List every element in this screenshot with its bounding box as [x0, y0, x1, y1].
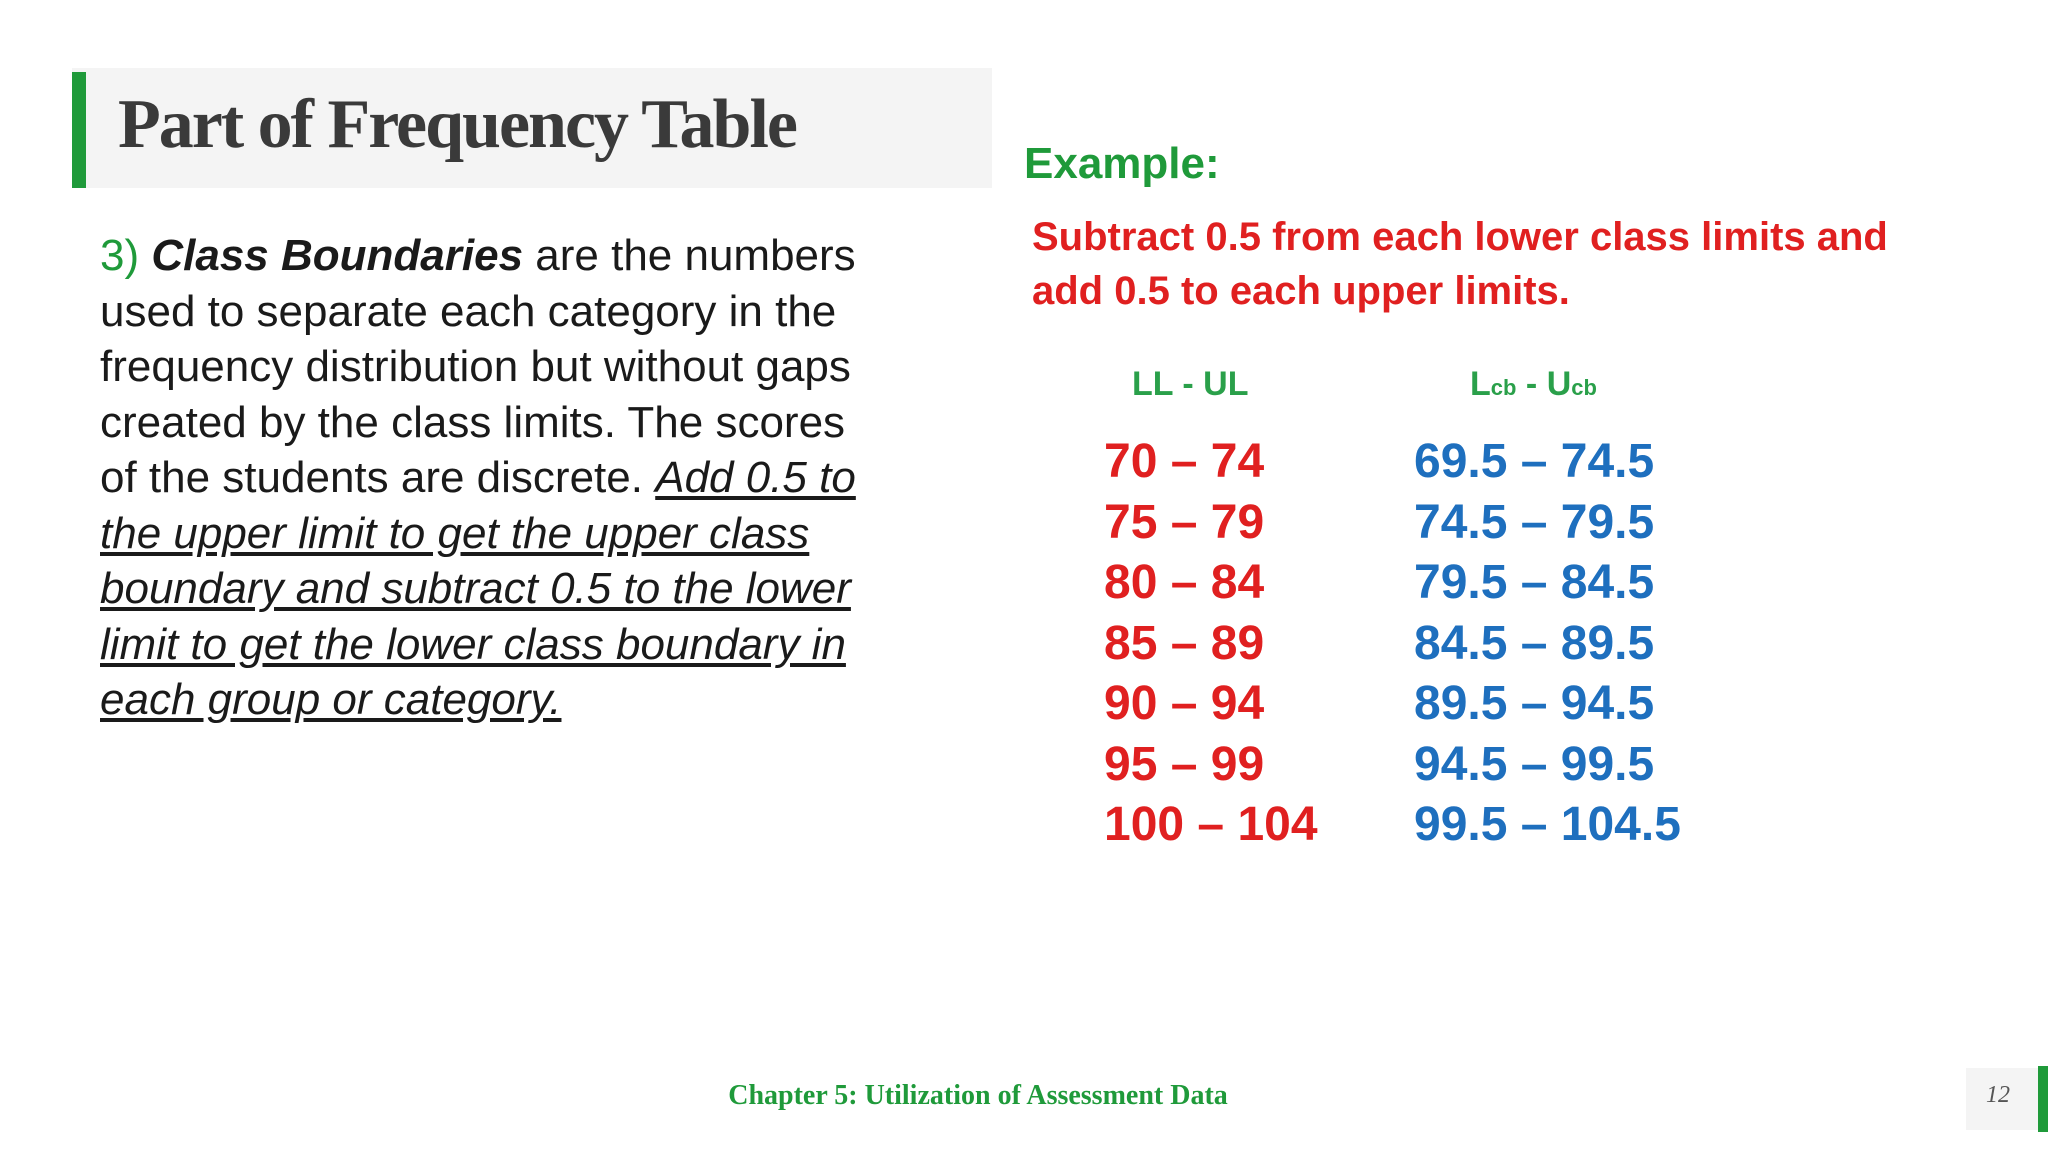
class-boundary: 84.5 – 89.5	[1414, 616, 1655, 670]
class-limit: 70 – 74	[1104, 435, 1265, 488]
definition-text: are the numbers used to separate each category in the frequency distribution but without gaps created by the class limits. The scores of the students are discrete.	[100, 231, 856, 502]
ucb-label: U	[1546, 365, 1572, 403]
class-boundary: 79.5 – 84.5	[1414, 556, 1655, 609]
item-number: 3)	[100, 231, 140, 280]
example-instruction: Subtract 0.5 from each lower class limits and add 0.5 to each upper limits.	[1032, 215, 1888, 313]
class-limit: 100 – 104	[1104, 798, 1318, 851]
lcb-label: L	[1470, 365, 1491, 403]
term: Class Boundaries	[151, 231, 524, 280]
limits-header: LL - UL	[1132, 365, 1249, 403]
class-limit: 95 – 99	[1104, 737, 1265, 791]
class-boundary: 99.5 – 104.5	[1414, 798, 1681, 851]
slide-title: Part of Frequency Table	[118, 86, 796, 163]
footer-chapter: Chapter 5: Utilization of Assessment Data	[728, 1080, 1228, 1111]
class-boundaries-list	[1414, 432, 1681, 856]
body-paragraph	[100, 228, 860, 728]
lcb-subscript: cb	[1490, 375, 1517, 400]
page-accent-bar	[2038, 1066, 2048, 1132]
class-limit: 85 – 89	[1104, 616, 1265, 670]
example-label: Example:	[1024, 139, 1220, 188]
class-boundary: 74.5 – 79.5	[1414, 495, 1655, 549]
class-limit: 75 – 79	[1104, 495, 1265, 549]
class-limit: 80 – 84	[1104, 556, 1265, 609]
boundaries-header	[1470, 360, 1597, 412]
class-limits-list	[1104, 432, 1318, 856]
header-separator: -	[1516, 365, 1547, 403]
title-accent-bar	[72, 72, 86, 188]
class-limit: 90 – 94	[1104, 677, 1265, 730]
class-boundary: 94.5 – 99.5	[1414, 737, 1655, 791]
class-boundary: 89.5 – 94.5	[1414, 677, 1655, 730]
page-number: 12	[1986, 1082, 2010, 1108]
ucb-subscript: cb	[1571, 375, 1597, 400]
class-boundary: 69.5 – 74.5	[1414, 435, 1655, 488]
emphasis-text: Add 0.5 to the upper limit to get the upper class boundary and subtract 0.5 to the lower limit to get the lower class boundary in each group or category.	[100, 453, 856, 724]
